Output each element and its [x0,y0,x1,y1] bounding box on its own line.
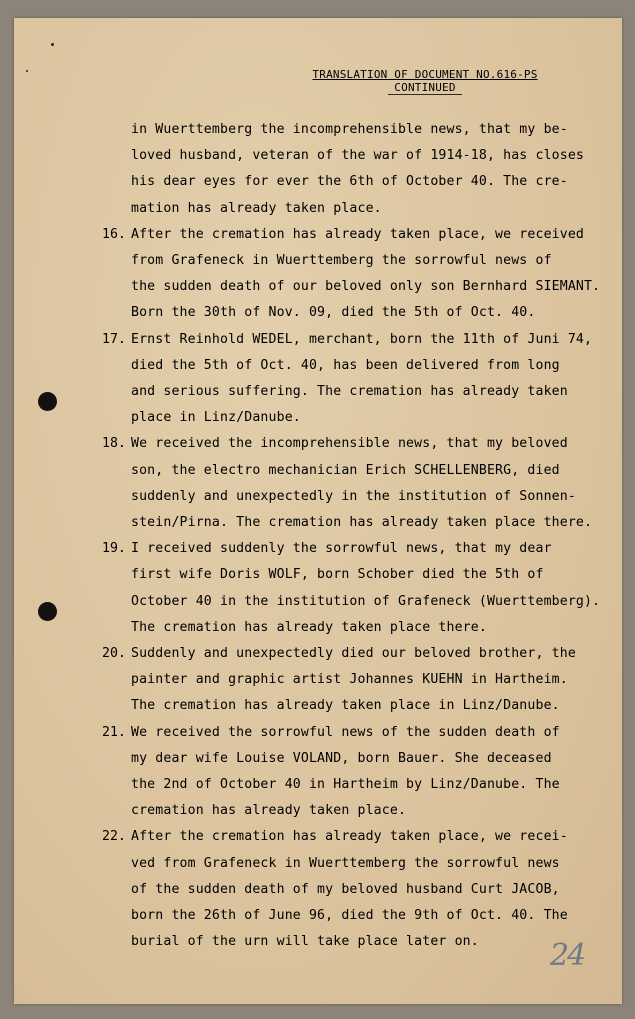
text-line: Born the 30th of Nov. 09, died the 5th of Oct. 40. [131,305,536,321]
header-title: TRANSLATION OF DOCUMENT NO.616-PS [312,68,538,81]
text-line: painter and graphic artist Johannes KUEHN in Hartheim. [131,672,568,688]
text-line: in Wuerttemberg the incomprehensible news, that my be- [131,122,568,137]
item-number: 22. [102,829,126,845]
text-line: The cremation has already taken place in Linz/Danube. [131,698,560,714]
text-line: died the 5th of Oct. 40, has been delivered from long [131,357,560,373]
text-line: cremation has already taken place. [131,803,407,819]
text-line: the sudden death of our beloved only son Bernhard SIEMANT. [131,279,601,295]
text-line: born the 26th of June 96, died the 9th of Oct. 40. The [131,908,568,923]
item-number: 21. [102,724,126,740]
text-line: from Grafeneck in Wuerttemberg the sorrowful news of [131,253,552,268]
text-line: place in Linz/Danube. [131,410,301,426]
text-line: stein/Pirna. The cremation has already taken place there. [131,515,593,530]
punch-hole-bottom [38,602,57,621]
punch-hole-top [38,392,57,411]
text-line: I received suddenly the sorrowful news, that my dear [131,541,552,557]
text-line: After the cremation has already taken place, we received [131,226,585,242]
paper-speck [51,43,54,46]
item-number: 19. [102,541,126,557]
text-line: The cremation has already taken place there. [131,619,487,635]
text-line: first wife Doris WOLF, born Schober died the 5th of [131,567,544,583]
item-number: 16. [102,226,126,242]
text-line: After the cremation has already taken place, we recei- [131,829,568,845]
text-line: We received the sorrowful news of the sudden death of [131,724,560,740]
item-number: 18. [102,436,126,452]
text-line: loved husband, veteran of the war of 1914-18, has closes [131,148,585,164]
text-line: suddenly and unexpectedly in the institution of Sonnen- [131,488,576,504]
text-line: and serious suffering. The cremation has already taken [131,384,568,399]
text-line: of the sudden death of my beloved husband Curt JACOB, [131,881,560,897]
text-line: Ernst Reinhold WEDEL, merchant, born the 11th of Juni 74, [131,331,593,347]
text-line: Suddenly and unexpectedly died our beloved brother, the [131,646,576,661]
text-line: burial of the urn will take place later on. [131,934,479,950]
header-subtitle: CONTINUED [388,81,461,95]
item-number: 20. [102,646,126,661]
text-line: October 40 in the institution of Grafeneck (Wuerttemberg). [131,593,601,609]
handwritten-page-number: 24 [550,938,585,973]
text-line: my dear wife Louise VOLAND, born Bauer. She deceased [131,750,552,766]
text-line: We received the incomprehensible news, that my beloved [131,436,568,452]
text-line: mation has already taken place. [131,200,382,216]
paper-speck [26,70,28,72]
text-line: son, the electro mechanician Erich SCHELLENBERG, died [131,462,560,478]
item-number: 17. [102,331,126,347]
text-line: the 2nd of October 40 in Hartheim by Linz/Danube. The [131,777,560,792]
text-line: his dear eyes for ever the 6th of October 40. The cre- [131,174,568,190]
text-line: ved from Grafeneck in Wuerttemberg the sorrowful news [131,855,560,871]
document-header [290,68,560,95]
